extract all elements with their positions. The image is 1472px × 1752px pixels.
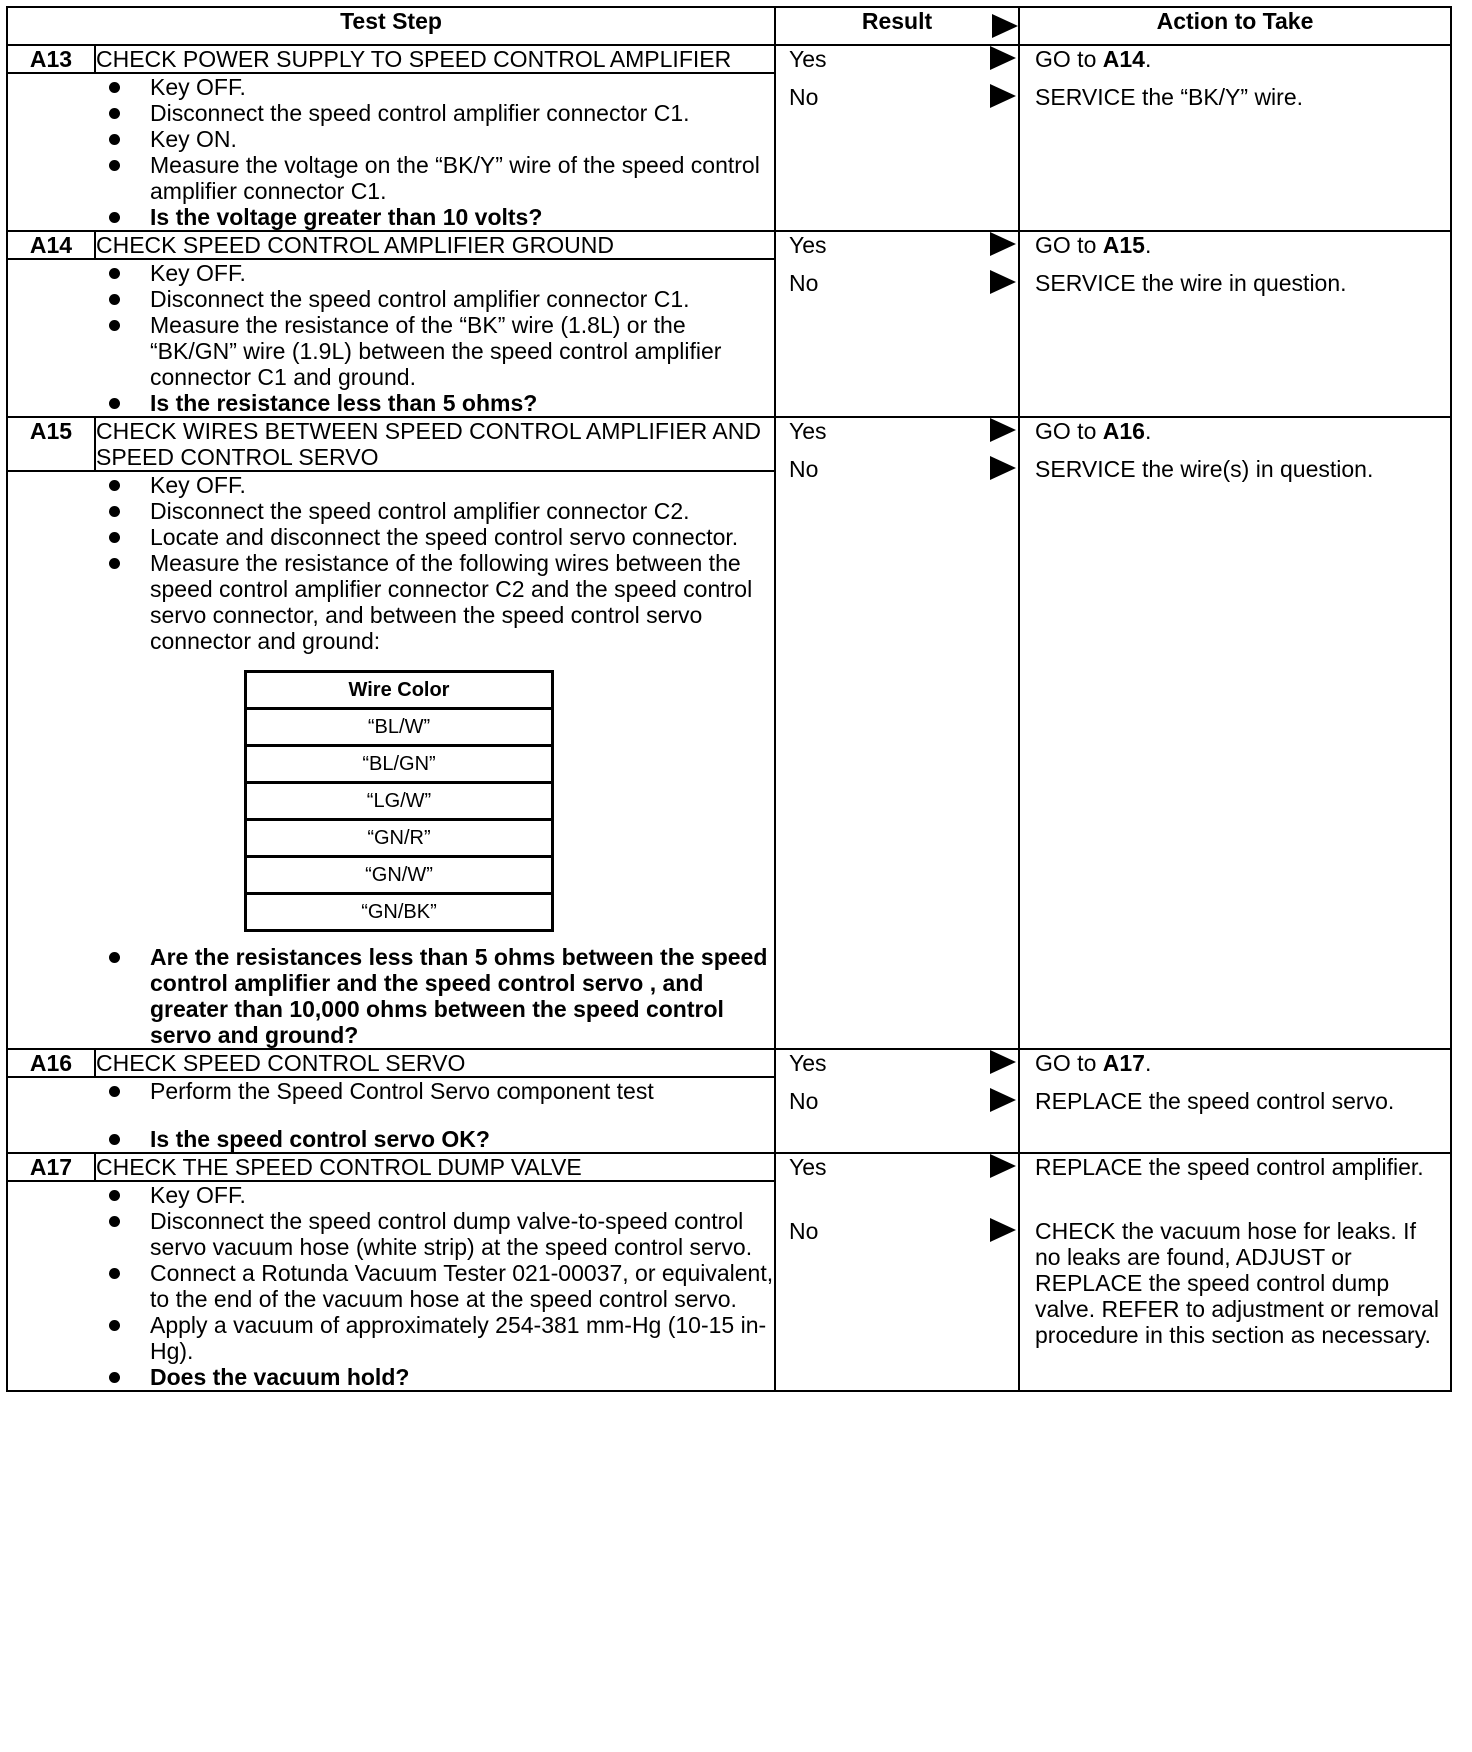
step-item [8,286,774,312]
step-item [8,550,774,654]
step-question [8,390,774,416]
bullet-icon [109,108,120,119]
action-item [1020,418,1450,456]
step-body [7,1181,775,1391]
action-item [1020,46,1450,84]
bullet-icon [109,558,120,569]
step-title: CHECK SPEED CONTROL AMPLIFIER GROUND [95,231,775,259]
step-title-row [7,45,1451,73]
result-cell [775,1153,1019,1391]
step-question [8,1126,774,1152]
bullet-icon [109,134,120,145]
result-cell [775,417,1019,1049]
step-item-text: Disconnect the speed control amplifier connector C2. [150,498,690,524]
header-arrow-icon [992,14,1018,38]
step-item [8,74,774,100]
step-item-text: Measure the resistance of the “BK” wire (1.8L) or the “BK/GN” wire (1.9L) between the speed control amplifier connector C1 and ground. [150,312,722,390]
step-item [8,312,774,390]
arrow-icon [990,46,1016,75]
step-title-row [7,417,1451,471]
step-item [8,1208,774,1260]
result-no [776,456,1018,494]
header-test-step: Test Step [7,7,775,45]
step-list [8,1078,774,1104]
step-item-text: Measure the resistance of the following wires between the speed control amplifier connector C2 and the speed control servo connector, and between the speed control servo connector and ground: [150,550,753,654]
arrow-icon [990,1088,1016,1117]
arrow-icon [990,456,1016,485]
result-label: Yes [789,418,827,444]
step-item-text: Key OFF. [150,1182,246,1208]
step-id: A13 [7,45,95,73]
step-id: A16 [7,1049,95,1077]
action-item [1020,1050,1450,1088]
step-title-row [7,231,1451,259]
action-item [1020,1088,1450,1126]
step-list [8,1182,774,1364]
arrow-icon [990,418,1016,447]
table-row [246,820,553,857]
arrow-icon [990,84,1016,113]
step-item [8,126,774,152]
result-cell [775,231,1019,417]
step-list [8,260,774,390]
bullet-icon [109,1320,120,1331]
action-cell [1019,45,1451,231]
wire-color-cell: “BL/W” [246,709,553,746]
result-yes [776,232,1018,270]
action-cell [1019,1049,1451,1153]
diagnostic-table [6,6,1452,1392]
question-list [8,1126,774,1152]
step-body [7,1077,775,1153]
step-item-text: Locate and disconnect the speed control servo connector. [150,524,739,550]
table-row [246,894,553,931]
step-question-text: Is the resistance less than 5 ohms? [150,390,538,416]
result-label: No [789,270,819,296]
step-question-text: Is the voltage greater than 10 volts? [150,204,543,230]
step-item-text: Disconnect the speed control amplifier connector C1. [150,286,690,312]
action-item [1020,270,1450,308]
step-list [8,74,774,204]
result-label: No [789,84,819,110]
arrow-icon [990,1218,1016,1247]
action-step-ref: A15 [1102,232,1145,258]
step-title-row [7,1049,1451,1077]
bullet-icon [109,398,120,409]
step-question-text: Is the speed control servo OK? [150,1126,490,1152]
table-header-row [7,7,1451,45]
step-item-text: Connect a Rotunda Vacuum Tester 021-00037, or equivalent, to the end of the vacuum hose at the speed control servo. [150,1260,774,1312]
step-question [8,204,774,230]
step-item [8,524,774,550]
step-item-text: Measure the voltage on the “BK/Y” wire of the speed control amplifier connector C1. [150,152,760,204]
step-id: A14 [7,231,95,259]
step-item [8,152,774,204]
result-label: Yes [789,46,827,72]
table-row [246,709,553,746]
result-label: Yes [789,232,827,258]
bullet-icon [109,506,120,517]
result-yes [776,418,1018,456]
step-body [7,259,775,417]
bullet-icon [109,1216,120,1227]
wire-color-cell: “GN/BK” [246,894,553,931]
question-list [8,204,774,230]
action-item [1020,232,1450,270]
step-title: CHECK POWER SUPPLY TO SPEED CONTROL AMPLIFIER [95,45,775,73]
result-label: Yes [789,1154,827,1180]
action-suffix: . [1144,418,1152,444]
action-cell [1019,231,1451,417]
step-item [8,1078,774,1104]
wire-color-table [244,670,554,932]
result-label: No [789,456,819,482]
action-item [1020,84,1450,122]
result-yes [776,1050,1018,1088]
wire-color-cell: “LG/W” [246,783,553,820]
bullet-icon [109,480,120,491]
table-row [246,783,553,820]
action-suffix: . [1144,1050,1152,1076]
result-cell [775,45,1019,231]
step-question [8,1364,774,1390]
bullet-icon [109,212,120,223]
action-text: GO to [1035,46,1103,72]
question-list [8,390,774,416]
action-text: REPLACE the speed control amplifier. [1035,1154,1424,1180]
step-question-text: Are the resistances less than 5 ohms between the speed control amplifier and the speed control servo , and greater than 10,000 ohms between the speed control servo and ground? [150,944,768,1048]
action-item [1020,1154,1450,1218]
bullet-icon [109,1134,120,1145]
result-no [776,270,1018,308]
step-title: CHECK WIRES BETWEEN SPEED CONTROL AMPLIFIER AND SPEED CONTROL SERVO [95,417,775,471]
action-step-ref: A14 [1102,46,1145,72]
bullet-icon [109,268,120,279]
action-item [1020,1218,1450,1348]
action-suffix: . [1144,232,1152,258]
action-text: REPLACE the speed control servo. [1035,1088,1395,1114]
wire-color-cell: “BL/GN” [246,746,553,783]
action-text: GO to [1035,232,1103,258]
step-id: A17 [7,1153,95,1181]
result-label: No [789,1088,819,1114]
wire-color-cell: “GN/W” [246,857,553,894]
result-no [776,1088,1018,1126]
table-row [246,857,553,894]
action-step-ref: A16 [1102,418,1145,444]
wire-color-header: Wire Color [246,672,553,709]
action-cell [1019,417,1451,1049]
action-step-ref: A17 [1102,1050,1145,1076]
step-item [8,1182,774,1208]
step-title-row [7,1153,1451,1181]
action-text: SERVICE the wire(s) in question. [1035,456,1374,482]
action-text: CHECK the vacuum hose for leaks. If no leaks are found, ADJUST or REPLACE the speed control dump valve. REFER to adjustment or removal procedure in this section as necessary. [1035,1218,1439,1348]
table-body [7,45,1451,1391]
arrow-icon [990,270,1016,299]
result-yes [776,1154,1018,1192]
bullet-icon [109,82,120,93]
result-label: Yes [789,1050,827,1076]
step-id: A15 [7,417,95,471]
step-item-text: Key ON. [150,126,237,152]
result-label: No [789,1218,819,1244]
action-text: SERVICE the “BK/Y” wire. [1035,84,1304,110]
header-result-label: Result [861,8,933,34]
step-item [8,100,774,126]
step-item-text: Key OFF. [150,260,246,286]
bullet-icon [109,952,120,963]
bullet-icon [109,532,120,543]
step-item-text: Key OFF. [150,74,246,100]
step-question [8,944,774,1048]
action-cell [1019,1153,1451,1391]
action-suffix: . [1144,46,1152,72]
bullet-icon [109,320,120,331]
bullet-icon [109,1268,120,1279]
step-body [7,471,775,1049]
step-title: CHECK SPEED CONTROL SERVO [95,1049,775,1077]
step-item-text: Perform the Speed Control Servo component test [150,1078,654,1104]
arrow-icon [990,1154,1016,1183]
bullet-icon [109,1372,120,1383]
step-item [8,1312,774,1364]
step-item [8,260,774,286]
question-list [8,944,774,1048]
step-item [8,1260,774,1312]
result-yes [776,46,1018,84]
step-question-text: Does the vacuum hold? [150,1364,410,1390]
step-title: CHECK THE SPEED CONTROL DUMP VALVE [95,1153,775,1181]
step-item-text: Key OFF. [150,472,246,498]
step-item-text: Disconnect the speed control dump valve-to-speed control servo vacuum hose (white strip) at the speed control servo. [150,1208,753,1260]
step-item [8,472,774,498]
arrow-icon [990,232,1016,261]
bullet-icon [109,160,120,171]
bullet-icon [109,294,120,305]
step-item-text: Apply a vacuum of approximately 254-381 mm-Hg (10-15 in-Hg). [150,1312,767,1364]
action-text: GO to [1035,1050,1103,1076]
action-text: GO to [1035,418,1103,444]
action-text: SERVICE the wire in question. [1035,270,1347,296]
step-item-text: Disconnect the speed control amplifier connector C1. [150,100,690,126]
step-body [7,73,775,231]
action-item [1020,456,1450,494]
arrow-icon [990,1050,1016,1079]
header-result [775,7,1019,45]
step-list [8,472,774,654]
result-no [776,1218,1018,1256]
table-row [246,746,553,783]
header-action: Action to Take [1019,7,1451,45]
step-item [8,498,774,524]
bullet-icon [109,1086,120,1097]
bullet-icon [109,1190,120,1201]
question-list [8,1364,774,1390]
wire-color-cell: “GN/R” [246,820,553,857]
result-cell [775,1049,1019,1153]
result-no [776,84,1018,122]
